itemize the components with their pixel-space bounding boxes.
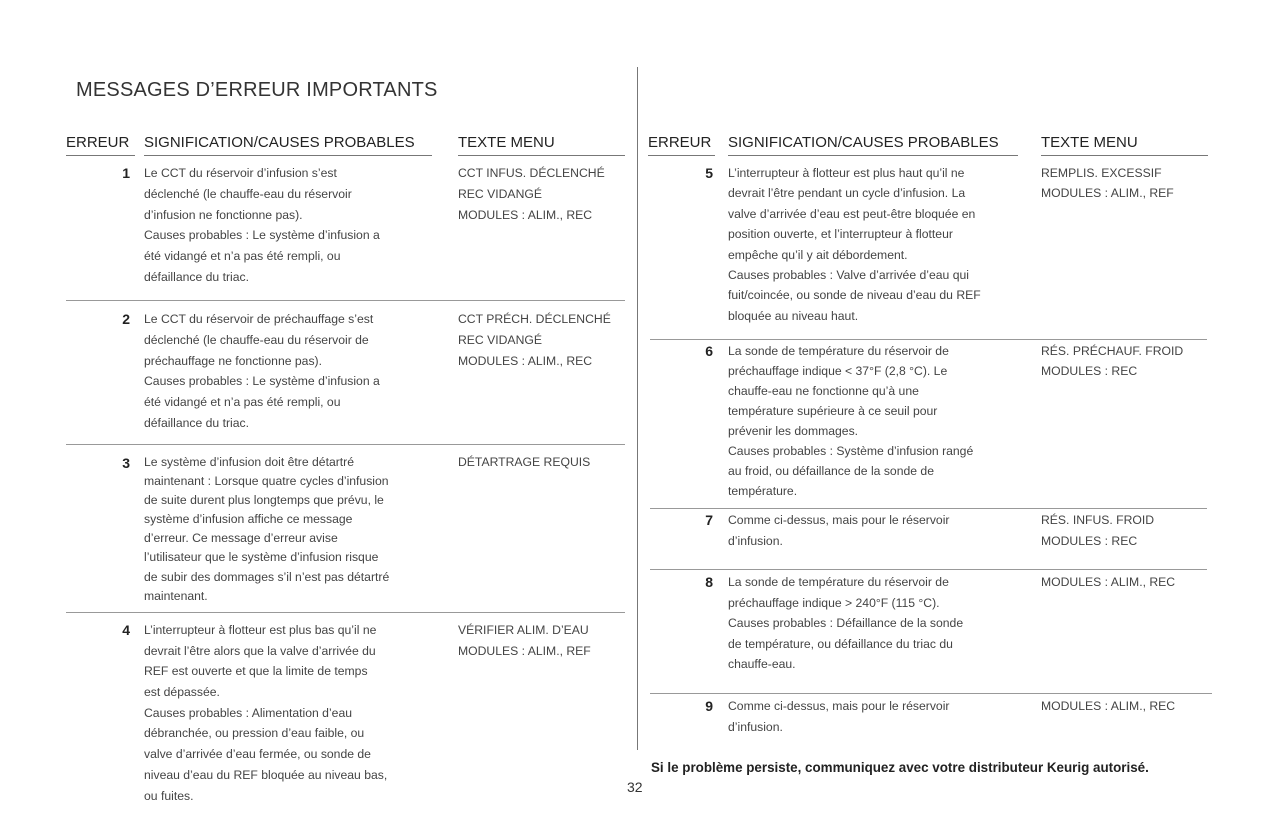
error-description — [144, 309, 380, 434]
menu-text — [1041, 572, 1175, 593]
menu-text-line: MODULES : ALIM., REC — [1041, 575, 1176, 589]
header-erreur-left: ERREUR — [66, 134, 135, 156]
error-number: 8 — [705, 574, 713, 590]
error-description-line: défaillance du triac. — [144, 415, 250, 430]
error-description-line: Le système d’infusion doit être détartré — [144, 455, 355, 469]
error-description-line: chauffe-eau ne fonctionne qu’à une — [728, 384, 919, 398]
menu-text-line: MODULES : ALIM., REF — [458, 643, 591, 658]
error-description-line: est dépassée. — [144, 685, 220, 700]
error-description-line: défaillance du triac. — [144, 269, 250, 284]
error-description-line: d’erreur. Ce message d’erreur avise — [144, 531, 338, 546]
error-description-line: chauffe-eau. — [728, 657, 796, 671]
menu-text — [458, 453, 590, 472]
row-separator — [650, 339, 1207, 340]
page-number: 32 — [627, 779, 643, 795]
header-signification-left: SIGNIFICATION/CAUSES PROBABLES — [144, 134, 432, 156]
error-description-line: La sonde de température du réservoir de — [728, 344, 949, 358]
error-description-line: d’infusion. — [728, 720, 783, 734]
row-separator — [66, 612, 625, 613]
error-description — [144, 163, 380, 288]
error-number: 5 — [705, 165, 713, 181]
error-description-line: au froid, ou défaillance de la sonde de — [728, 464, 934, 478]
error-description-line: bloquée au niveau haut. — [728, 308, 859, 323]
error-description-line: position ouverte, et l’interrupteur à flotteur — [728, 227, 953, 242]
menu-text-line: RÉS. PRÉCHAUF. FROID — [1041, 344, 1184, 358]
error-description-line: préchauffage indique < 37°F (2,8 °C). Le — [728, 364, 948, 378]
menu-text-line: MODULES : REC — [1041, 364, 1138, 378]
error-number: 9 — [705, 698, 713, 714]
menu-text — [458, 163, 605, 225]
error-number: 6 — [705, 343, 713, 359]
menu-text-line: REC VIDANGÉ — [458, 186, 542, 201]
error-description-line: valve d’arrivée d’eau est peut-être bloquée en — [728, 206, 976, 221]
menu-text-line: DÉTARTRAGE REQUIS — [458, 455, 591, 469]
error-description-line: préchauffage ne fonctionne pas). — [144, 353, 322, 368]
error-number: 2 — [122, 311, 130, 327]
error-description-line: Causes probables : Défaillance de la sonde — [728, 616, 964, 630]
error-description-line: température supérieure à ce seuil pour — [728, 404, 938, 418]
error-description-line: préchauffage indique > 240°F (115 °C). — [728, 595, 940, 610]
error-description-line: devrait l’être alors que la valve d’arrivée du — [144, 643, 376, 658]
error-description-line: Causes probables : Le système d’infusion a — [144, 374, 380, 389]
row-separator — [650, 508, 1207, 509]
menu-text — [1041, 510, 1154, 552]
error-description-line: Comme ci-dessus, mais pour le réservoir — [728, 699, 950, 713]
error-description-line: système d’infusion affiche ce message — [144, 512, 353, 527]
error-description-line: devrait l’être pendant un cycle d’infusion. La — [728, 186, 966, 201]
error-description — [144, 453, 389, 606]
error-description-line: Le CCT du réservoir de préchauffage s’est — [144, 312, 374, 326]
error-description-line: valve d’arrivée d’eau fermée, ou sonde de — [144, 747, 371, 762]
menu-text-line: REC VIDANGÉ — [458, 332, 542, 347]
error-description — [144, 620, 387, 806]
error-description-line: Comme ci-dessus, mais pour le réservoir — [728, 513, 950, 527]
header-erreur-right: ERREUR — [648, 134, 715, 156]
menu-text-line: MODULES : ALIM., REC — [458, 353, 593, 368]
menu-text — [458, 309, 611, 371]
error-number: 4 — [122, 622, 130, 638]
error-description-line: de subir des dommages s’il n’est pas détartré — [144, 569, 390, 584]
menu-text-line: RÉS. INFUS. FROID — [1041, 513, 1155, 527]
error-description-line: L’interrupteur à flotteur est plus haut qu’il ne — [728, 166, 965, 180]
menu-text-line: MODULES : ALIM., REC — [458, 207, 593, 222]
error-description-line: La sonde de température du réservoir de — [728, 575, 949, 589]
header-texte-menu-right: TEXTE MENU — [1041, 134, 1208, 156]
error-description-line: d’infusion ne fonctionne pas). — [144, 207, 303, 222]
error-number: 1 — [122, 165, 130, 181]
row-separator — [650, 569, 1207, 570]
menu-text-line: MODULES : REC — [1041, 534, 1138, 548]
error-description-line: d’infusion. — [728, 534, 783, 548]
error-description-line: de suite durent plus longtemps que prévu, le — [144, 493, 384, 508]
error-description-line: prévenir les dommages. — [728, 424, 859, 438]
error-description — [728, 163, 981, 326]
error-description-line: maintenant : Lorsque quatre cycles d’infusion — [144, 474, 389, 489]
error-description-line: Causes probables : Valve d’arrivée d’eau qui — [728, 267, 969, 282]
error-description-line: déclenché (le chauffe-eau du réservoir de — [144, 332, 369, 347]
error-description-line: de température, ou défaillance du triac du — [728, 636, 953, 651]
error-description — [728, 572, 963, 675]
error-description-line: fuit/coincée, ou sonde de niveau d’eau du REF — [728, 288, 981, 303]
error-description — [728, 341, 973, 501]
error-description-line: Causes probables : Le système d’infusion a — [144, 228, 380, 243]
header-signification-right: SIGNIFICATION/CAUSES PROBABLES — [728, 134, 1018, 156]
error-description-line: déclenché (le chauffe-eau du réservoir — [144, 186, 352, 201]
row-separator — [650, 693, 1212, 694]
error-description-line: niveau d’eau du REF bloquée au niveau bas, — [144, 767, 388, 782]
error-description-line: été vidangé et n’a pas été rempli, ou — [144, 395, 341, 410]
error-description-line: ou fuites. — [144, 788, 194, 803]
footer-note: Si le problème persiste, communiquez avec votre distributeur Keurig autorisé. — [651, 760, 1149, 775]
menu-text-line: REMPLIS. EXCESSIF — [1041, 166, 1162, 180]
row-separator — [66, 300, 625, 301]
error-description-line: débranchée, ou pression d’eau faible, ou — [144, 726, 365, 741]
error-description-line: Causes probables : Alimentation d’eau — [144, 705, 352, 720]
menu-text — [458, 620, 591, 661]
header-texte-menu-left: TEXTE MENU — [458, 134, 625, 156]
error-description-line: Le CCT du réservoir d’infusion s’est — [144, 166, 337, 180]
menu-text-line: MODULES : ALIM., REF — [1041, 186, 1174, 201]
error-description-line: température. — [728, 484, 798, 498]
error-description-line: L’interrupteur à flotteur est plus bas qu’il ne — [144, 623, 377, 637]
menu-text-line: MODULES : ALIM., REC — [1041, 699, 1176, 713]
error-description — [728, 696, 949, 738]
error-description-line: Causes probables : Système d’infusion rangé — [728, 444, 974, 458]
menu-text-line: CCT PRÉCH. DÉCLENCHÉ — [458, 312, 611, 326]
menu-text — [1041, 163, 1174, 204]
error-description-line: été vidangé et n’a pas été rempli, ou — [144, 249, 341, 264]
menu-text-line: VÉRIFIER ALIM. D’EAU — [458, 623, 589, 637]
error-number: 7 — [705, 512, 713, 528]
menu-text — [1041, 341, 1183, 381]
error-description-line: l’utilisateur que le système d’infusion risque — [144, 550, 379, 565]
error-description-line: REF est ouverte et que la limite de temps — [144, 664, 368, 679]
page-title: MESSAGES D’ERREUR IMPORTANTS — [76, 79, 438, 101]
column-divider — [637, 67, 638, 750]
error-number: 3 — [122, 455, 130, 471]
menu-text — [1041, 696, 1175, 717]
row-separator — [66, 444, 625, 445]
menu-text-line: CCT INFUS. DÉCLENCHÉ — [458, 166, 605, 180]
error-description-line: maintenant. — [144, 588, 208, 603]
error-description-line: empêche qu’il y ait débordement. — [728, 247, 908, 262]
error-description — [728, 510, 949, 552]
